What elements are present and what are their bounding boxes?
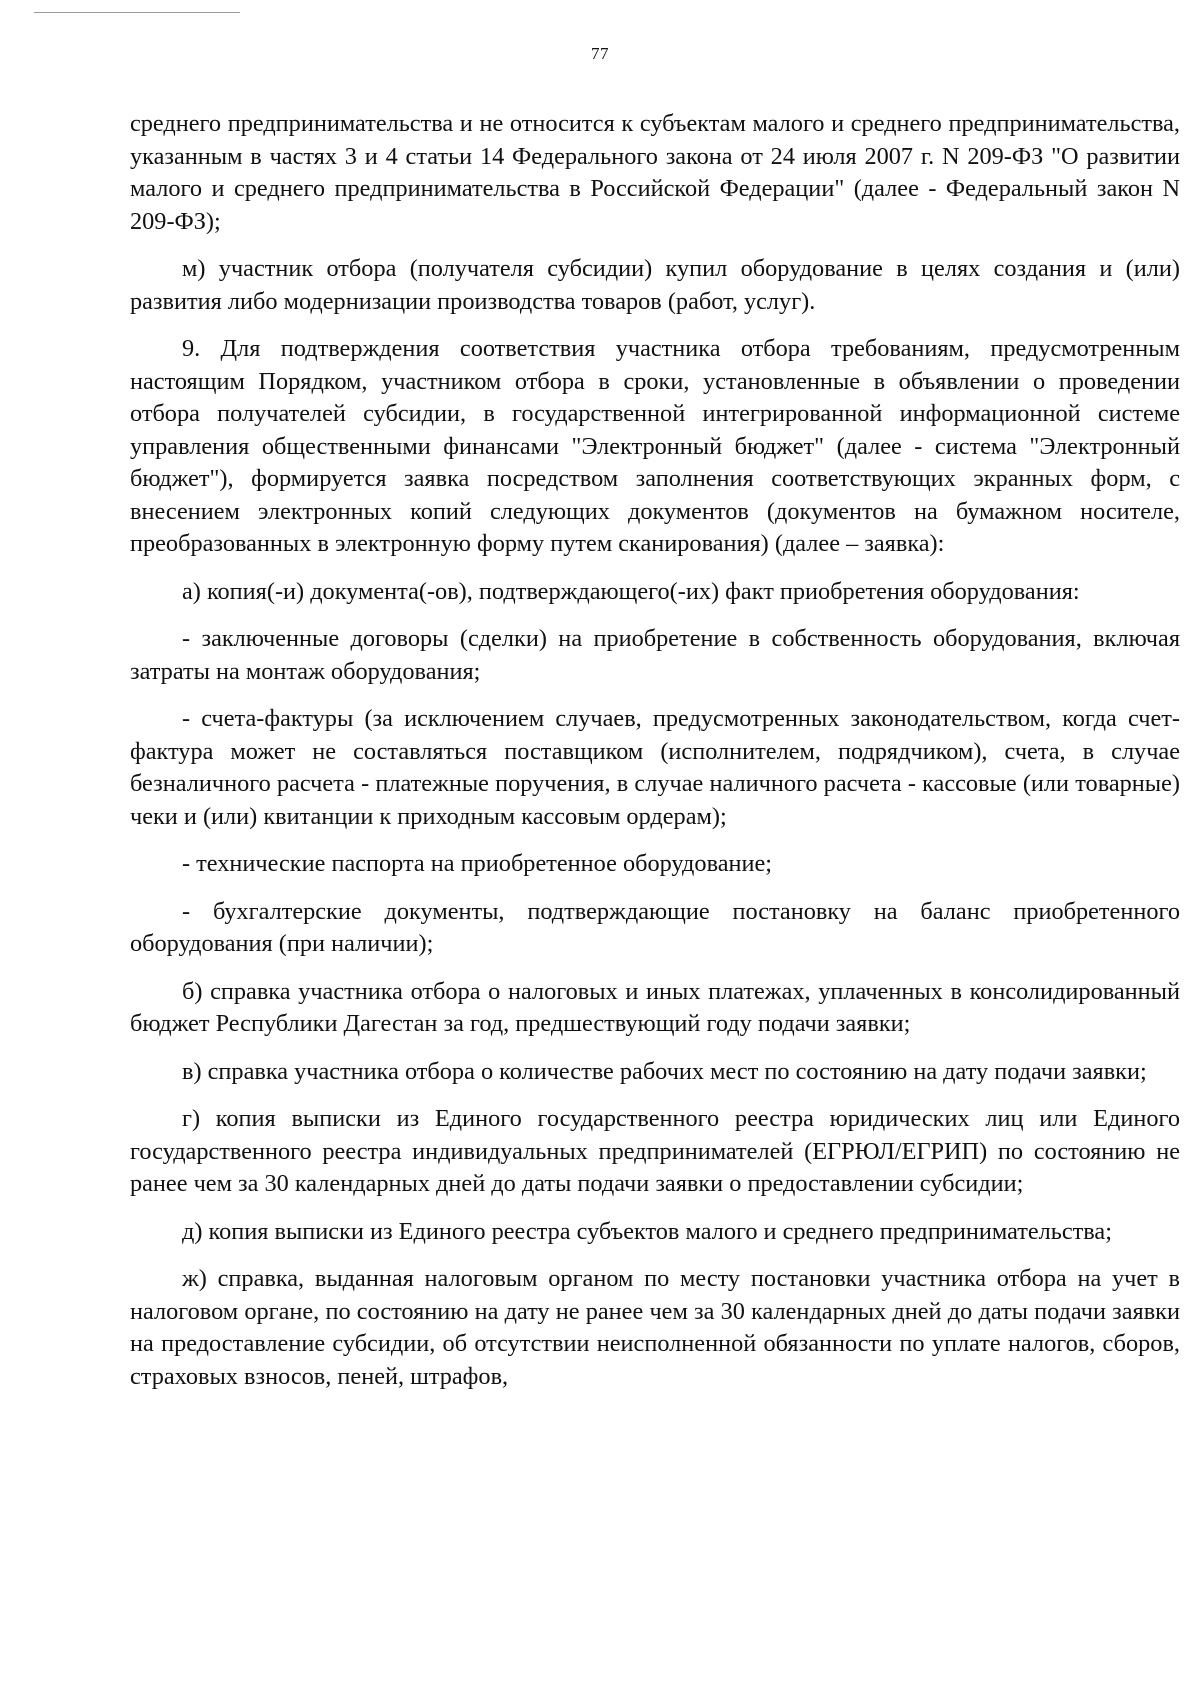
document-body (130, 108, 1180, 1393)
paragraph-item-a-passports: - технические паспорта на приобретенное оборудование; (182, 850, 773, 877)
paragraph-item-v: в) справка участника отбора о количестве рабочих мест по состоянию на дату подачи заявки; (182, 1057, 1147, 1085)
page-number: 77 (591, 44, 609, 63)
paragraph-item-d: д) копия выписки из Единого реестра субъектов малого и среднего предпринимательства; (182, 1217, 1112, 1245)
paragraph-item-a: а) копия(-и) документа(-ов), подтверждающего(-их) факт приобретения оборудования: (182, 577, 1080, 605)
paragraph-item-a-accounting: - бухгалтерские документы, подтверждающие постановку на баланс приобретенного оборудования (при наличии); (130, 897, 1180, 957)
paragraph-item-m: м) участник отбора (получателя субсидии) купил оборудование в целях создания и (или) развития либо модернизации производства товаров (работ, услуг). (130, 255, 1180, 315)
top-rule (34, 12, 240, 13)
paragraph-item-b: б) справка участника отбора о налоговых и иных платежах, уплаченных в консолидированный бюджет Республики Дагестан за год, предшествующий году подачи заявки; (130, 977, 1180, 1037)
paragraph-item-a-invoices: - счета-фактуры (за исключением случаев, предусмотренных законодательством, когда счет-фактура может не составляться поставщиком (исполнителем, подрядчиком), счета, в случае безналичного расчета - платежные поручения, в случае наличного расчета - кассовые (или товарные) чеки и (или) квитанции к приходным кассовым ордерам); (130, 705, 1180, 830)
paragraph-continuation: среднего предпринимательства и не относится к субъектам малого и среднего предпринимательства, указанным в частях 3 и 4 статьи 14 Федерального закона от 24 июля 2007 г. N 209-ФЗ "О развитии малого и среднего предпринимательства в Российской Федерации" (далее - Федеральный закон N 209-ФЗ); (130, 110, 1180, 235)
paragraph-item-g: г) копия выписки из Единого государственного реестра юридических лиц или Единого государственного реестра индивидуальных предпринимателей (ЕГРЮЛ/ЕГРИП) по состоянию не ранее чем за 30 календарных дней до даты подачи заявки о предоставлении субсидии; (130, 1105, 1180, 1197)
paragraph-item-zh: ж) справка, выданная налоговым органом по месту постановки участника отбора на учет в налоговом органе, по состоянию на дату не ранее чем за 30 календарных дней до даты подачи заявки на предоставление субсидии, об отсутствии неисполненной обязанности по уплате налогов, сборов, страховых взносов, пеней, штрафов, (130, 1265, 1180, 1390)
paragraph-section-9: 9. Для подтверждения соответствия участника отбора требованиям, предусмотренным настоящим Порядком, участником отбора в сроки, установленные в объявлении о проведении отбора получателей субсидии, в государственной интегрированной информационной системе управления общественными финансами "Электронный бюджет" (далее - система "Электронный бюджет"), формируется заявка посредством заполнения соответствующих экранных форм, с внесением электронных копий следующих документов (документов на бумажном носителе, преобразованных в электронную форму путем сканирования) (далее – заявка): (130, 335, 1180, 557)
paragraph-item-a-contracts: - заключенные договоры (сделки) на приобретение в собственность оборудования, включая затраты на монтаж оборудования; (130, 625, 1180, 685)
